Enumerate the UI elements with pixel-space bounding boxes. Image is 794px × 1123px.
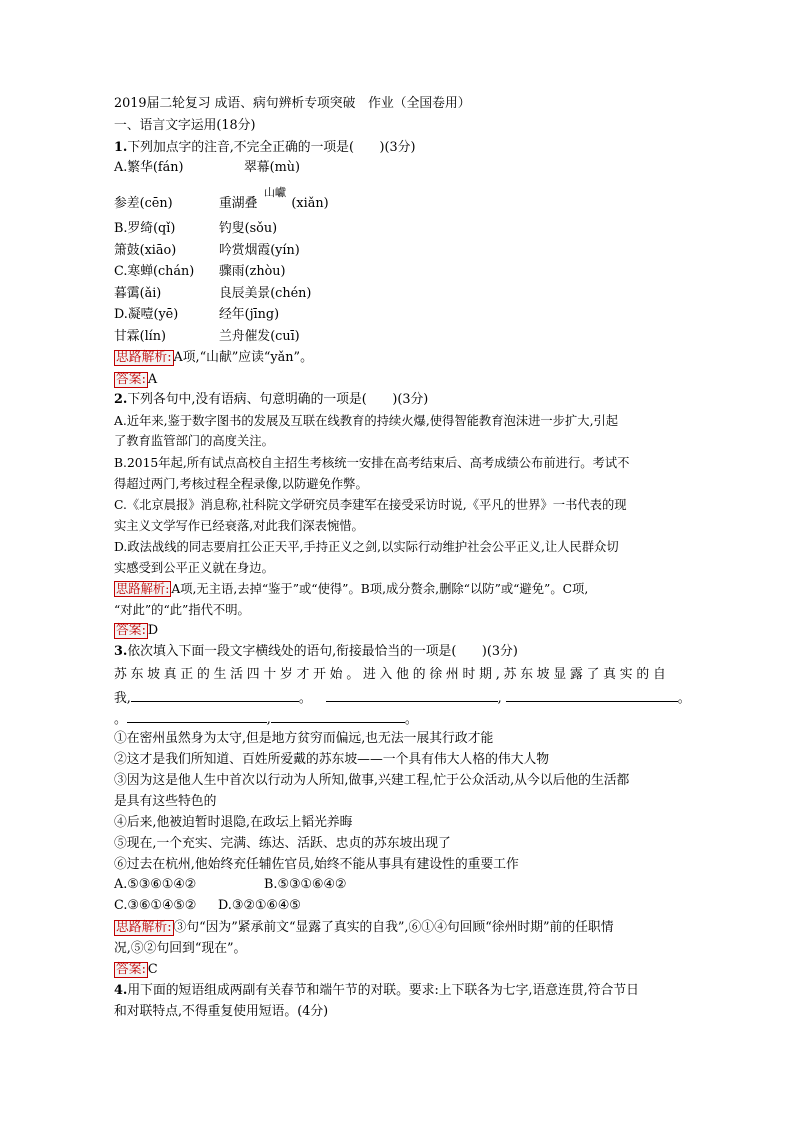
q3-sentence-3: ③因为这是他人生中首次以行动为人所知,做事,兴建工程,忙于公众活动,从今以后他的生活都 (114, 773, 630, 788)
q1-b-item3: 箫鼓(xiāo) (114, 243, 177, 258)
q1-c-item4: 良辰美景(chén) (219, 286, 312, 301)
q1-a-item4-text: 重湖叠 (219, 196, 258, 211)
paragraph-punct: , (497, 691, 502, 706)
question-number: 3. (114, 644, 128, 659)
q3-option-d: D.③②①⑥④⑤ (218, 898, 301, 913)
answer-value: A (147, 372, 158, 387)
q1-answer (114, 372, 157, 388)
q3-option-b: B.⑤③①⑥④② (264, 877, 347, 892)
question-text: 下列加点字的注音,不完全正确的一项是( )(3分) (127, 140, 416, 155)
q3-sentence-6: ⑥过去在杭州,他始终充任辅佐官员,始终不能从事具有建设性的重要工作 (114, 857, 519, 872)
fill-blank-5[interactable] (271, 710, 405, 723)
q3-option-a: A.⑤③⑥①④② (114, 877, 197, 892)
q1-d-item4: 兰舟催发(cuī) (219, 329, 300, 344)
analysis-label: 思路解析: (116, 920, 172, 935)
answer-value: D (147, 623, 159, 638)
fill-blank-4[interactable] (127, 710, 267, 723)
q3-analysis-line2: 况,⑤②句回到“现在”。 (114, 941, 247, 956)
q3-sentence-2: ②这才是我们所知道、百姓所爱戴的苏东坡——一个具有伟大人格的伟大人物 (114, 752, 550, 767)
question-2-stem (114, 392, 428, 408)
section-heading: 一、语言文字运用(18分) (114, 118, 256, 133)
q1-b-item4: 吟赏烟霞(yín) (219, 243, 300, 258)
q2-option-b-line2: 得超过两门,考核过程全程录像,以防避免作弊。 (114, 477, 368, 491)
q1-a-item4-superscript: 山巘 (264, 186, 286, 199)
q3-sentence-4: ④后来,他被迫暂时退隐,在政坛上韬光养晦 (114, 815, 353, 830)
paragraph-punct: 。 (404, 712, 418, 727)
analysis-label: 思路解析: (116, 582, 170, 596)
q3-answer (114, 962, 158, 978)
q2-answer (114, 623, 158, 639)
q2-analysis-line1 (114, 581, 588, 597)
question-4-stem-line2: 和对联特点,不得重复使用短语。(4分) (114, 1004, 329, 1019)
paragraph-punct: 。 (677, 691, 691, 706)
fill-blank-1[interactable] (131, 689, 299, 702)
analysis-label: 思路解析: (116, 350, 172, 365)
question-text: 依次填入下面一段文字横线处的语句,衔接最恰当的一项是( )(3分) (127, 644, 518, 659)
q1-c-item2: 骤雨(zhòu) (219, 264, 286, 279)
analysis-text: A项,“山献”应读“yǎn”。 (173, 350, 313, 365)
answer-label: 答案: (116, 372, 146, 387)
q2-option-b-line1: B.2015年起,所有试点高校自主招生考核统一安排在高考结束后、高考成绩公布前进行。考试不 (114, 456, 630, 470)
q2-option-c-line2: 实主义文学写作已经衰落,对此我们深表惋惜。 (114, 519, 364, 533)
q3-paragraph-line2 (114, 689, 691, 707)
q2-option-a-line1: A.近年来,鉴于数字图书的发展及互联在线教育的持续火爆,使得智能教育泡沫进一步扩大,引起 (114, 414, 619, 428)
q1-d-item2: 经年(jīng) (219, 307, 280, 322)
q1-analysis (114, 350, 313, 366)
paragraph-punct: , (266, 712, 271, 727)
question-number: 2. (114, 392, 128, 407)
q1-d-item3: 甘霖(lín) (114, 329, 167, 344)
analysis-text: A项,无主语,去掉“鉴于”或“使得”。B项,成分赘余,删除“以防”或“避免”。C项, (171, 582, 589, 596)
document-title: 2019届二轮复习 成语、病句辨析专项突破 作业（全国卷用） (114, 96, 471, 111)
q1-a-item1: A.繁华(fán) (114, 160, 184, 175)
q2-option-d-line1: D.政法战线的同志要肩扛公正天平,手持正义之剑,以实际行动维护社会公平正义,让人民群众切 (114, 540, 619, 554)
fill-blank-3[interactable] (506, 689, 678, 702)
q1-b-item1: B.罗绮(qǐ) (114, 221, 176, 236)
q1-option-a-line1 (114, 160, 184, 176)
paragraph-text: 我, (114, 691, 131, 706)
q2-option-d-line2: 实感受到公平正义就在身边。 (114, 561, 274, 575)
paragraph-punct: 。 (114, 712, 127, 727)
q3-sentence-5: ⑤现在,一个充实、完满、练达、活跃、忠贞的苏东坡出现了 (114, 836, 451, 851)
answer-label: 答案: (116, 962, 146, 977)
q1-c-item3: 暮霭(ǎi) (114, 286, 162, 301)
q3-paragraph-line3 (114, 710, 418, 728)
q2-analysis-line2: “对此”的“此”指代不明。 (114, 603, 250, 617)
q1-d-item1: D.凝噎(yē) (114, 307, 179, 322)
q3-sentence-1: ①在密州虽然身为太守,但是地方贫穷而偏远,也无法一展其行政才能 (114, 731, 494, 746)
q1-a-item3: 参差(cēn) (114, 196, 173, 211)
q1-a-item4-pinyin: (xiǎn) (291, 196, 329, 211)
question-text: 用下面的短语组成两副有关春节和端午节的对联。要求:上下联各为七字,语意连贯,符合节日 (127, 983, 639, 998)
q1-a-item2: 翠幕(mù) (244, 160, 300, 175)
question-number: 4. (114, 983, 128, 998)
fill-blank-2[interactable] (326, 689, 498, 702)
paragraph-punct: 。 (298, 691, 312, 706)
question-1-stem (114, 140, 415, 156)
question-4-stem-line1 (114, 983, 639, 999)
q1-b-item2: 钓叟(sǒu) (219, 221, 278, 236)
question-text: 下列各句中,没有语病、句意明确的一项是( )(3分) (127, 392, 429, 407)
q3-option-c: C.③⑥①④⑤② (114, 898, 197, 913)
q1-c-item1: C.寒蝉(chán) (114, 264, 195, 279)
q3-paragraph-line1: 苏东坡真正的生活四十岁才开始。进入他的徐州时期,苏东坡显露了真实的自 (114, 667, 670, 682)
q2-option-c-line1: C.《北京晨报》消息称,社科院文学研究员李建军在接受采访时说,《平凡的世界》一书代表的现 (114, 498, 627, 512)
analysis-text: ③句“因为”紧承前文“显露了真实的自我”,⑥①④句回顾“徐州时期”前的任职情 (173, 920, 614, 935)
q2-option-a-line2: 了教育监管部门的高度关注。 (114, 434, 274, 448)
q3-analysis-line1 (114, 920, 614, 936)
question-number: 1. (114, 140, 128, 155)
question-3-stem (114, 644, 518, 660)
q3-sentence-3-cont: 是具有这些特色的 (114, 794, 217, 809)
answer-value: C (147, 962, 158, 977)
answer-label: 答案: (116, 623, 146, 638)
